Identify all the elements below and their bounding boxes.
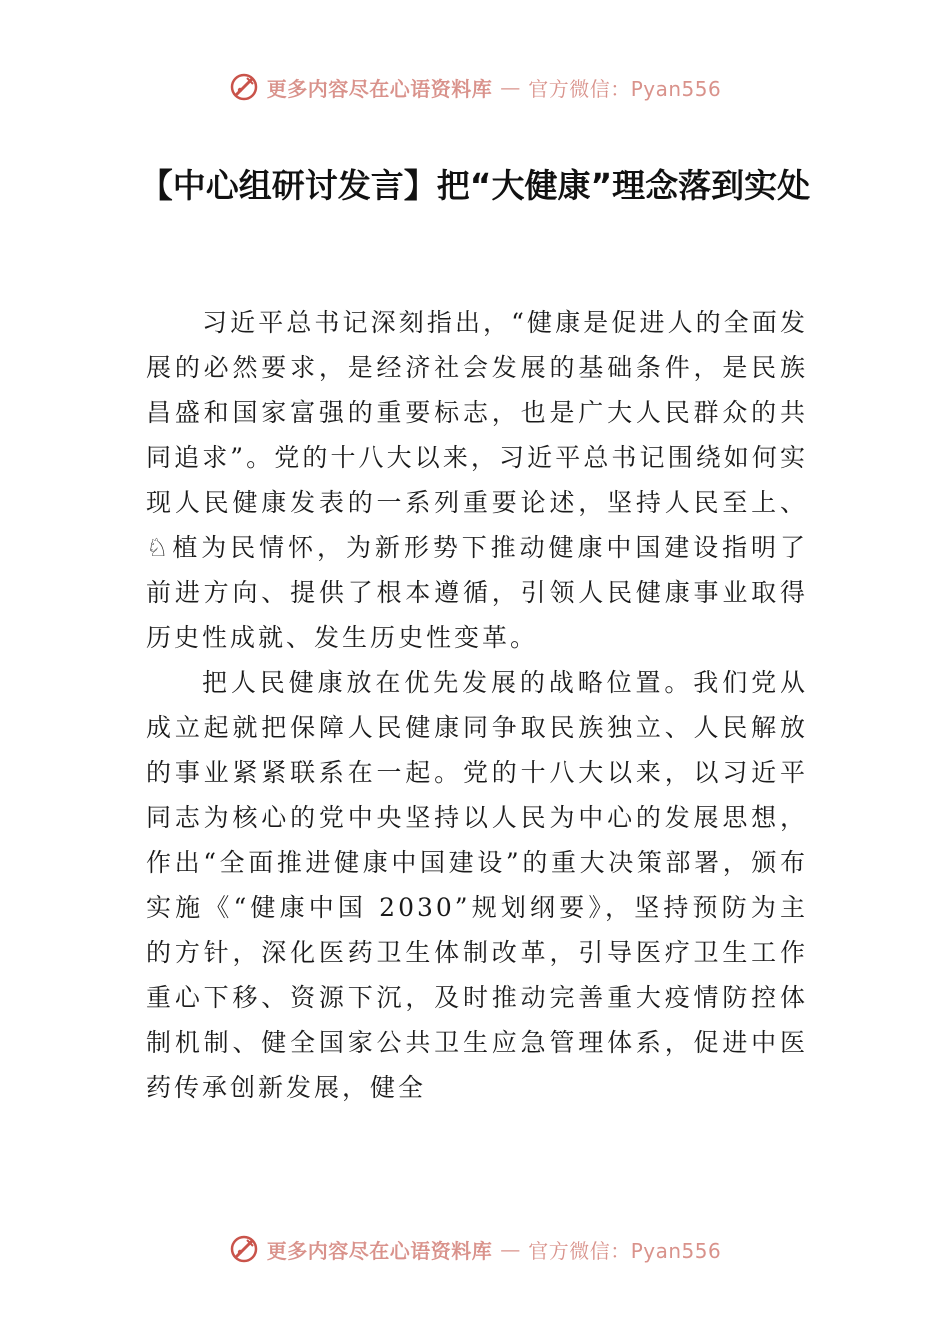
document-body (146, 300, 808, 1110)
banner-wechat: 官方微信：Pyan556 (528, 76, 722, 101)
banner-separator: — (500, 75, 521, 99)
footer-banner-wechat: 官方微信：Pyan556 (528, 1238, 722, 1263)
pen-circle-logo-icon (229, 1234, 259, 1264)
footer-banner (0, 1234, 950, 1264)
pen-circle-logo-icon (229, 72, 259, 102)
paragraph-1: 习近平总书记深刻指出，“健康是促进人的全面发展的必然要求，是经济社会发展的基础条件，是民族昌盛和国家富强的重要标志，也是广大人民群众的共同追求”。党的十八大以来，习近平总书记围绕如何实现人民健康发表的一系列重要论述，坚持人民至上、♘植为民情怀，为新形势下推动健康中国建设指明了前进方向、提供了根本遵循，引领人民健康事业取得历史性成就、发生历史性变革。 (146, 308, 808, 652)
banner-text: 更多内容尽在心语资料库 (266, 76, 493, 101)
footer-banner-text: 更多内容尽在心语资料库 (266, 1238, 493, 1263)
footer-banner-separator: — (500, 1237, 521, 1261)
header-banner (0, 72, 950, 102)
paragraph-2: 把人民健康放在优先发展的战略位置。我们党从成立起就把保障人民健康同争取民族独立、人民解放的事业紧紧联系在一起。党的十八大以来，以习近平同志为核心的党中央坚持以人民为中心的发展思想，作出“全面推进健康中国建设”的重大决策部署，颁布实施《“健康中国 2030”规划纲要》，坚持预防为主的方针，深化医药卫生体制改革，引导医疗卫生工作重心下移、资源下沉，及时推动完善重大疫情防控体制机制、健全国家公共卫生应急管理体系，促进中医药传承创新发展，健全 (146, 668, 808, 1102)
page-title: 【中心组研讨发言】把“大健康”理念落到实处 (139, 166, 811, 205)
